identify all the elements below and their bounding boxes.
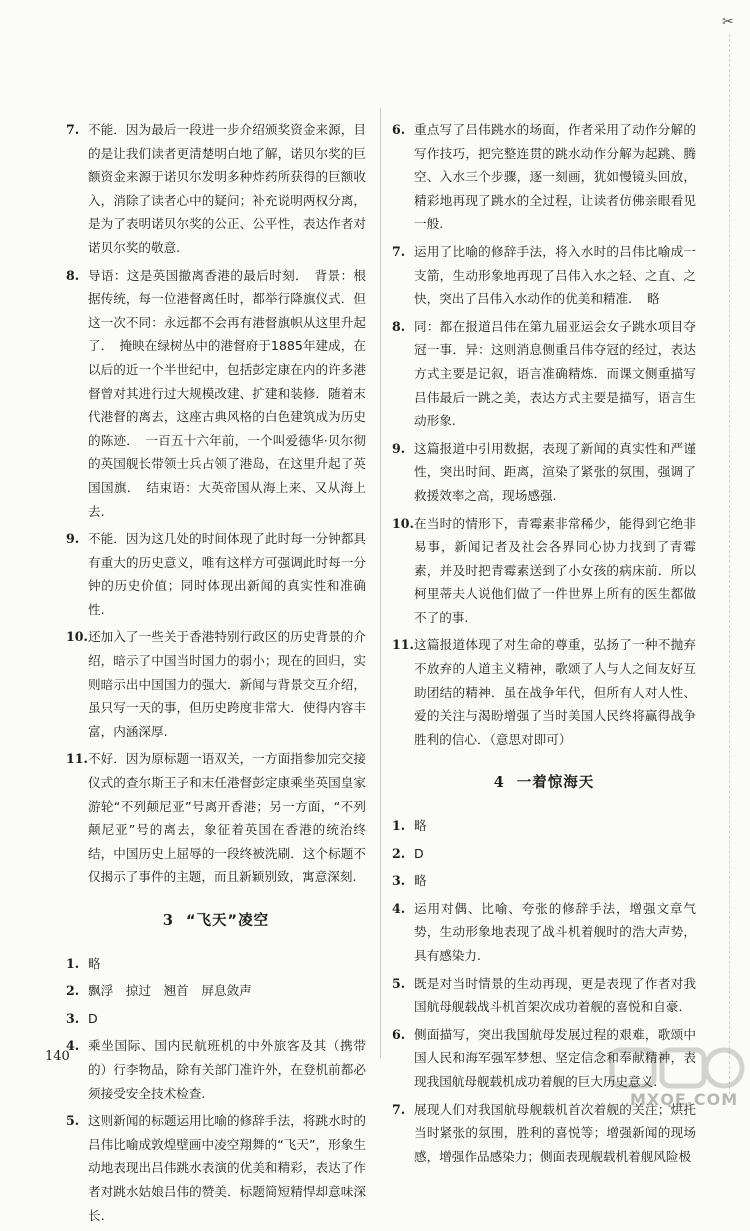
section-title-text: 一着惊海天 bbox=[516, 775, 595, 792]
answer-text: 飘浮 掠过 翘首 屏息敛声 bbox=[88, 983, 252, 999]
page-number: 140 bbox=[45, 1049, 70, 1064]
section-number: 4 bbox=[493, 774, 505, 792]
section-number: 3 bbox=[162, 912, 175, 929]
answer-number: 7. bbox=[392, 1101, 406, 1117]
answer-text: 重点写了吕伟跳水的场面，作者采用了动作分解的写作技巧，把完整连贯的跳水动作分解为起跳、腾空、入水三个步骤，逐一刻画，犹如慢镜头回放，精彩地再现了跳水的全过程，让读者仿佛亲眼看见一般. bbox=[414, 122, 696, 232]
scissors-icon: ✂ bbox=[722, 14, 734, 30]
answer-number: 11. bbox=[66, 751, 88, 767]
section-3-title bbox=[66, 909, 366, 934]
answer-text: D bbox=[414, 845, 424, 861]
answer-number: 4. bbox=[66, 1038, 80, 1054]
answer-number: 6. bbox=[392, 122, 406, 137]
answer-text: 略 bbox=[414, 818, 427, 834]
answer-item bbox=[392, 842, 696, 866]
answer-number: 1. bbox=[392, 818, 406, 834]
column-divider bbox=[380, 108, 381, 1058]
answer-item bbox=[66, 1034, 366, 1105]
answer-text: 展现人们对我国航母舰载机首次着舰的关注；烘托当时紧张的氛围，胜利的喜悦等；增强新闻的现场感，增强作品感染力；侧面表现舰载机着舰风险极 bbox=[414, 1101, 696, 1164]
answer-text: 不好．因为原标题一语双关，一方面指参加完交接仪式的查尔斯王子和末任港督彭定康乘坐英国皇家游轮“不列颠尼亚”号离开香港；另一方面，“不列颠尼亚”号的离去，象征着英国在香港的统治终结，中国历史上屈辱的一段终被洗刷．这个标题不仅揭示了事件的主题，而且新颖别致，寓意深刻. bbox=[88, 751, 366, 885]
answer-text: 导语：这是英国撤离香港的最后时刻． 背景：根据传统，每一位港督离任时，都举行降旗仪式．但这一次不同：永远都不会再有港督旗帜从这里升起了． 掩映在绿树丛中的港督府于1885年建成，在以后的近一个半世纪中，包括彭定康在内的许多港督曾对其进行过大规模改建、扩建和装修．随着末代港督的离去，这座古典风格的白色建筑成为历史的陈迹． 一百五十六年前，一个叫爱德华·贝尔彻的英国舰长带领士兵占领了港岛，在这里升起了英国国旗． 结束语：大英帝国从海上来、又从海上去. bbox=[88, 267, 366, 519]
left-column bbox=[66, 118, 366, 1231]
right-column bbox=[392, 118, 696, 1172]
answer-text: 略 bbox=[414, 873, 427, 889]
answer-number: 4. bbox=[392, 900, 406, 916]
answer-text: 运用了比喻的修辞手法，将入水时的吕伟比喻成一支箭，生动形象地再现了吕伟入水之轻、之直、之快，突出了吕伟入水动作的优美和精准． 略 bbox=[414, 243, 696, 307]
answer-text: 乘坐国际、国内民航班机的中外旅客及其（携带的）行李物品，除有关部门准许外，在登机前都必须接受安全技术检查. bbox=[88, 1038, 366, 1101]
answer-text: 这篇报道中引用数据，表现了新闻的真实性和严谨性，突出时间、距离，渲染了紧张的氛围，强调了救援效率之高，现场感强. bbox=[414, 440, 696, 503]
answer-item bbox=[66, 952, 366, 976]
answer-text: 在当时的情形下，青霉素非常稀少，能得到它绝非易事，新闻记者及社会各界同心协力找到了青霉素，并及时把青霉素送到了小女孩的病床前．所以柯里蒂夫人说他们做了一件世界上所有的医生都做不了的事. bbox=[414, 515, 696, 625]
answer-number: 5. bbox=[392, 975, 406, 991]
answer-text: 侧面描写，突出我国航母发展过程的艰难，歌颂中国人民和海军强军梦想、坚定信念和奉献精神，表现我国航母舰载机成功着舰的巨大历史意义. bbox=[414, 1026, 696, 1089]
answer-item bbox=[392, 897, 696, 968]
answer-text: 不能．因为最后一段进一步介绍颁奖资金来源，目的是让我们读者更清楚明白地了解，诺贝尔奖的巨额资金来源于诺贝尔发明多种炸药所获得的巨额收入，消除了读者心中的疑问；补充说明两权分离，是为了表明诺贝尔奖的公正、公平性，表达作者对诺贝尔奖的敬意. bbox=[88, 122, 366, 255]
answer-number: 9. bbox=[66, 531, 80, 547]
section-title-text: “飞天”凌空 bbox=[186, 913, 270, 929]
answer-text: 运用对偶、比喻、夸张的修辞手法，增强文章气势，生动形象地表现了战斗机着舰时的浩大声势，具有感染力. bbox=[414, 900, 696, 963]
answer-number: 8. bbox=[392, 318, 406, 334]
cut-line bbox=[729, 34, 730, 1094]
watermark-text: MXQE.COM bbox=[630, 1090, 739, 1109]
answer-number: 11. bbox=[392, 637, 414, 653]
answer-number: 3. bbox=[66, 1010, 80, 1026]
answer-item bbox=[392, 437, 696, 508]
answer-number: 6. bbox=[392, 1026, 406, 1042]
answer-item bbox=[392, 315, 696, 433]
answer-number: 7. bbox=[392, 243, 406, 259]
answer-item bbox=[392, 512, 696, 630]
answer-text: 既是对当时情景的生动再现，更是表现了作者对我国航母舰载战斗机首架次成功着舰的喜悦和自豪. bbox=[414, 975, 696, 1015]
answer-item bbox=[66, 1109, 366, 1227]
answer-number: 3. bbox=[392, 873, 406, 889]
answer-number: 10. bbox=[66, 629, 88, 645]
answer-number: 2. bbox=[66, 983, 80, 999]
answer-text: 同：都在报道吕伟在第九届亚运会女子跳水项目夺冠一事．异：这则消息侧重吕伟夺冠的经过，表达方式主要是记叙，语言准确精炼．而课文侧重描写吕伟最后一跳之美，表达方式主要是描写，语言生动形象. bbox=[414, 318, 696, 429]
answer-item bbox=[66, 747, 366, 889]
answer-item bbox=[392, 814, 696, 838]
answer-item bbox=[66, 264, 366, 524]
answer-text: 这则新闻的标题运用比喻的修辞手法，将跳水时的吕伟比喻成敦煌壁画中凌空翔舞的“飞天”，形象生动地表现出吕伟跳水表演的优美和精彩，表达了作者对跳水姑娘吕伟的赞美．标题简短精悍却意味深长. bbox=[88, 1113, 366, 1223]
answer-number: 8. bbox=[66, 267, 80, 283]
answer-item bbox=[66, 527, 366, 621]
answer-item bbox=[66, 979, 366, 1003]
answer-number: 2. bbox=[392, 845, 406, 861]
answer-number: 1. bbox=[66, 955, 80, 971]
section-4-title bbox=[392, 771, 696, 796]
answer-item bbox=[392, 633, 696, 751]
answer-item bbox=[66, 118, 366, 260]
answer-text: D bbox=[88, 1010, 98, 1026]
answer-item bbox=[392, 972, 696, 1019]
answer-item bbox=[392, 118, 696, 236]
answer-number: 9. bbox=[392, 440, 406, 456]
answer-item bbox=[66, 625, 366, 743]
answer-text: 这篇报道体现了对生命的尊重，弘扬了一种不抛弃不放弃的人道主义精神，歌颂了人与人之间友好互助团结的精神．虽在战争年代，但所有人对人性、爱的关注与渴盼增强了当时美国人民终将赢得战争胜利的信心．（意思对即可） bbox=[414, 637, 696, 747]
answer-text: 还加入了一些关于香港特别行政区的历史背景的介绍，暗示了中国当时国力的弱小；现在的回归，实则暗示出中国国力的强大．新闻与背景交互介绍，虽只写一天的事，但历史跨度非常大．使得内容丰富，内涵深厚. bbox=[88, 629, 366, 739]
answer-item bbox=[392, 240, 696, 311]
answer-text: 不能．因为这几处的时间体现了此时每一分钟都具有重大的历史意义，唯有这样方可强调此时每一分钟的历史价值；同时体现出新闻的真实性和准确性. bbox=[88, 531, 366, 617]
answer-number: 7. bbox=[66, 122, 80, 137]
answer-number: 5. bbox=[66, 1113, 80, 1129]
answer-item bbox=[392, 869, 696, 893]
answer-text: 略 bbox=[88, 955, 101, 971]
answer-number: 10. bbox=[392, 515, 414, 531]
answer-item bbox=[66, 1007, 366, 1031]
